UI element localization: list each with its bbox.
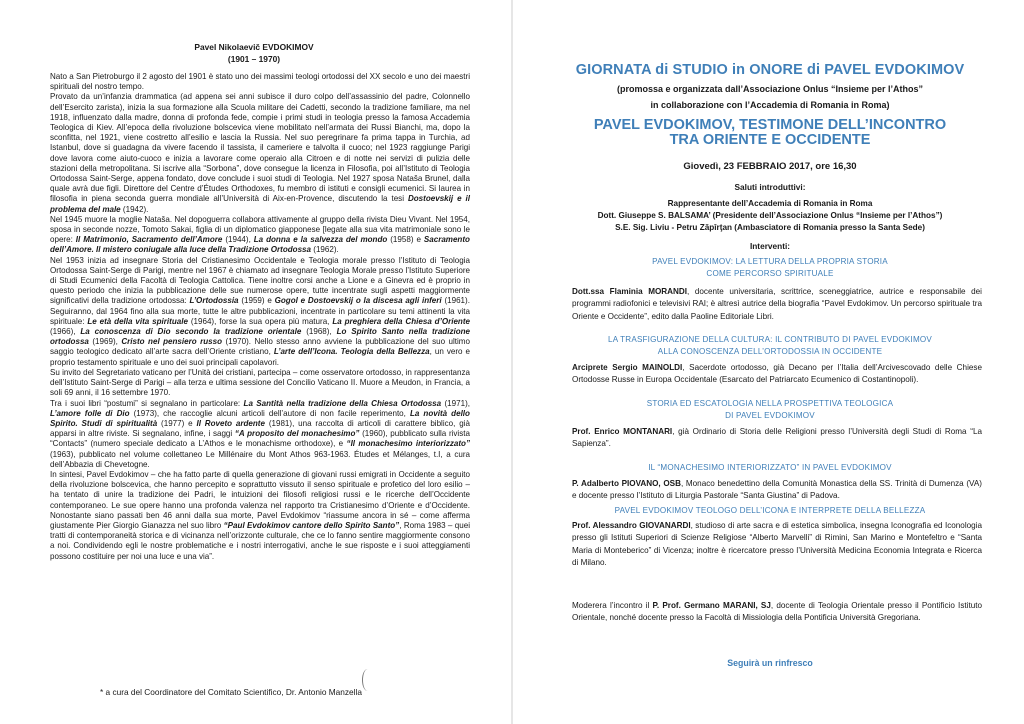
- biography-years: (1901 – 1970): [227, 54, 281, 64]
- page-fold: [511, 0, 513, 724]
- talk-3-speaker: Prof. Enrico MONTANARI, già Ordinario di Storia delle Religioni presso l’Università degli Studi di Roma “La Sapienza”.: [572, 427, 982, 449]
- refreshment-note: Seguirà un rinfresco: [727, 658, 813, 668]
- talk-3-title: [516, 398, 1024, 423]
- talk-1-title-line-1: PAVEL EVDOKIMOV: LA LETTURA DELLA PROPRIA STORIA: [652, 257, 888, 266]
- event-promoter: (promossa e organizzata dall’Associazione Onlus “Insieme per l’Athos”: [616, 84, 924, 94]
- greeting-president: Dott. Giuseppe S. BALSAMA’ (Presidente dell’Associazione Onlus “Insieme per l’Athos”): [597, 211, 943, 220]
- bio-paragraph-4: Nel 1953 inizia ad insegnare Storia del Cristianesimo Occidentale e Teologia morale presso l’Istituto di Teologia Ortodossa Saint-Serge di Parigi, mentre nel 1967 è chiamato ad insegnare Teologia Morale presso l’Istituto Superiore di Studi Ecumenici della Facoltà di Teologia Cattolica. Tiene inoltre corsi anche a Lione e a Ginevra ed è proprio in questo periodo che inizia la pubblicazione delle sue numerose opere, tutte incentrate sugli aspetti maggiormente significativi della tradizione ortodossa: L’Ortodossia (1959) e Gogol e Dostoevskij o la discesa agli inferi (1961). Seguiranno, dal 1964 fino alla sua morte, tutte le altre pubblicazioni, incentrate in particolare su temi attinenti la vita spirituale: Le età della vita spirituale (1964), forse la sua opera più matura, La preghiera della Chiesa d’Oriente (1966), La conoscenza di Dio secondo la tradizione orientale (1968), Lo Spirito Santo nella tradizione ortodossa (1969), Cristo nel pensiero russo (1970). Nello stesso anno avviene la pubblicazione del suo ultimo saggio teologico dedicato all’arte sacra dell’Oriente cristiano, L’arte dell’Icona. Teologia della Bellezza, un vero e proprio testamento spirituale e uno dei suoi principali capolavori.: [50, 255, 471, 367]
- biography-text: [50, 72, 470, 562]
- biography-name: Pavel Nikolaevič EVDOKIMOV: [194, 42, 314, 52]
- bio-paragraph-2: Provato da un’infanzia drammatica (ad appena sei anni subisce il duro colpo dell’assassinio del padre, Colonnello dell’Esercito zarista), inizia la sua formazione alla Scuola militare dei Cadetti, secondo la tradizione familiare, ma nel 1918, influenzato dalla madre, donna di profonda fede, compie i primi studi in teologia presso la famosa Accademia Teologica di Kiev. All’epoca della rivoluzione bolscevica viene mobilitato nell’armata dei Russi Bianchi, ma, dopo la sconfitta, nel 1921, viene costretto all’esilio e lascia la Russia. Nel suo peregrinare fa prima tappa in Turchia, ad Istanbul, dove si guadagna da vivere facendo il tassista, il cameriere e talvolta il cuoco; nel 1923 raggiunge Parigi dove lavora come aiuto-cuoco e inizia a lavorare come operaio alla Citroen e di notte nei servizi di pulizia delle stazioni della metropolitana. Si iscrive alla “Sorbona”, dove consegue la licenza in Filosofia, poi all’Istituto di Teologia Ortodossa Saint-Serge, appena fondato, dove conclude i suoi studi di Teologia. Nel 1927 sposa Nataša Brunel, dalla quale avrà due figli. Direttore del Centre d’Études Orthodoxes, fu membro di istituti e consigli ecumenici. Si laurea in filosofia in piena seconda guerra mondiale all’Università di Aix-en-Provence, discutendo la tesi Dostoevskij e il problema del male (1942).: [50, 92, 470, 214]
- talk-2-title: [516, 334, 1024, 359]
- talk-1-title: [516, 256, 1024, 281]
- bio-paragraph-1: Nato a San Pietroburgo il 2 agosto del 1901 è stato uno dei massimi teologi ortodossi del XX secolo e uno dei maestri spirituali del nostro tempo.: [50, 72, 470, 92]
- event-date: Giovedì, 23 FEBBRAIO 2017, ore 16,30: [683, 161, 857, 172]
- event-title: GIORNATA di STUDIO in ONORE di PAVEL EVDOKIMOV: [575, 62, 965, 78]
- greetings-heading: Saluti introduttivi:: [734, 182, 806, 192]
- bio-paragraph-7: In sintesi, Pavel Evdokimov – che ha fatto parte di quella generazione di giovani russi emigrati in Occidente a seguito della rivoluzione bolscevica, che hanno percepito e soprattutto vissuto il senso spirituale e profetico del loro esilio – ha tentato di unire la tradizione dei Padri, le intuizioni dei filosofi religiosi russi e le ricerche dell’Occidente contemporaneo. Le sue opere hanno una profonda valenza nel rapporto tra Cristianesimo d’Oriente e d’Occidente. Nonostante siano passati ben 46 anni dalla sua morte, Pavel Evdokimov “riassume ancora in sé – come afferma giustamente Pier Giorgio Gianazza nel suo libro “Paul Evdokimov cantore dello Spirito Santo”, Roma 1983 – quei tratti di contemporaneità storica e di vicinanza nell’orizzonte culturale, che ce lo fanno sentire maggiormente consono a noi. Condividendo egli le nostre problematiche e i nostri interrogativi, anche le sue risposte e i suoi atteggiamenti possono costituire per noi una luce e una via”.: [50, 469, 471, 561]
- left-page: [0, 0, 508, 724]
- greeting-academy: Rappresentante dell’Accademia di Romania in Roma: [667, 199, 873, 208]
- event-collaboration: in collaborazione con l’Accademia di Romania in Roma): [650, 100, 890, 110]
- greetings-list: [516, 198, 1024, 234]
- talk-3-title-line-1: STORIA ED ESCATOLOGIA NELLA PROSPETTIVA TEOLOGICA: [646, 399, 894, 408]
- pencil-mark: [362, 669, 373, 691]
- main-title-line-2: TRA ORIENTE E OCCIDENTE: [669, 132, 871, 148]
- bio-paragraph-5: Su invito del Segretariato vaticano per l’Unità dei cristiani, partecipa – come osservatore ortodosso, in rappresentanza dell’Istituto Saint-Serge di Parigi – alla terza e ultima sessione del Concilio Vaticano II. Muore a Meudon, in Francia, a soli 69 anni, il 16 settembre 1970.: [50, 367, 471, 398]
- talk-2-title-line-2: ALLA CONOSCENZA DELL’ORTODOSSIA IN OCCIDENTE: [657, 347, 883, 357]
- event-main-title: [516, 118, 1024, 148]
- talk-5-speaker: Prof. Alessandro GIOVANARDI, studioso di arte sacra e di estetica simbolica, insegna Iconografia ed Iconologia presso gli Istituti Superiori di Scienze Religiose “Alberto Marvelli” di Rimini, San Marino e Montefeltro e “Santa Maria di Monteberico” di Vicenza; inoltre è ricercatore presso l’Università Medicina Economia Integrata e Ricerca di Milano.: [572, 521, 982, 568]
- greeting-ambassador: S.E. Sig. Liviu - Petru Zăpîrţan (Ambasciatore di Romania presso la Santa Sede): [615, 223, 925, 232]
- right-page: [516, 0, 1024, 724]
- talk-4-speaker: P. Adalberto PIOVANO, OSB, Monaco benedettino della Comunità Monastica della SS. Trinità di Dumenza (VA) e docente presso l’Istituto di Liturgia Pastorale “Santa Giustina” di Padova.: [572, 479, 982, 501]
- talk-1-title-line-2: COME PERCORSO SPIRITUALE: [706, 269, 834, 279]
- talks-heading: Interventi:: [749, 241, 791, 251]
- talk-3-title-line-2: DI PAVEL EVDOKIMOV: [725, 411, 815, 421]
- bio-paragraph-3: Nel 1945 muore la moglie Nataša. Nel dopoguerra collabora attivamente al gruppo della rivista Dieu Vivant. Nel 1954, sposa in seconde nozze, Tomoto Sakai, figlia di un diplomatico giapponese [legate alla sua vita matrimoniale sono le opere: Il Matrimonio, Sacramento dell’Amore (1944), La donna e la salvezza del mondo (1958) e Sacramento dell’Amore. Il mistero coniugale alla luce della Tradizione Ortodossa (1962).: [50, 214, 470, 255]
- talk-2-title-line-1: LA TRASFIGURAZIONE DELLA CULTURA: IL CONTRIBUTO DI PAVEL EVDOKIMOV: [608, 335, 932, 344]
- talk-4-title: IL “MONACHESIMO INTERIORIZZATO” IN PAVEL EVDOKIMOV: [648, 463, 892, 472]
- footnote: * a cura del Coordinatore del Comitato Scientifico, Dr. Antonio Manzella: [100, 687, 362, 697]
- talk-5-title: PAVEL EVDOKIMOV TEOLOGO DELL’ICONA E INTERPRETE DELLA BELLEZZA: [614, 506, 926, 515]
- talk-2-speaker: Arciprete Sergio MAINOLDI, Sacerdote ortodosso, già Decano per l’Italia dell’Arcivescovado delle Chiese Ortodosse Russe in Europa Occidentale (Esarcato del Patriarcato Ecumenico di Costantinopoli).: [572, 363, 982, 385]
- main-title-line-1: PAVEL EVDOKIMOV, TESTIMONE DELL’INCONTRO: [593, 117, 947, 133]
- moderator: Moderera l’incontro il P. Prof. Germano MARANI, SJ, docente di Teologia Orientale presso il Pontificio Istituto Orientale, nonché docente presso la Facoltà di Missiologia della Pontificia Università Gregoriana.: [572, 601, 982, 623]
- bio-paragraph-6: Tra i suoi libri “postumi” si segnalano in particolare: La Santità nella tradizione della Chiesa Ortodossa (1971), L’amore folle di Dio (1973), che raccoglie alcuni articoli dell’autore di non facile reperimento, La novità dello Spirito. Studi di spiritualità (1977) e Il Roveto ardente (1981), una raccolta di articoli di carattere biblico, già apparsi in altre riviste. Si segnalano, infine, i saggi “A proposito del monachesimo” (1960), pubblicato sulla rivista “Contacts” (numero speciale dedicato a L’Athos e le monachisme orthodoxe), e “Il monachesimo interiorizzato” (1963), pubblicato nel volume collettaneo Le Millénaire du Mont Athos 963-1963. Études et Mélanges, t.I, a cura dell’Abbazia di Chevetogne.: [50, 398, 470, 469]
- talk-1-speaker: Dott.ssa Flaminia MORANDI, docente universitaria, scrittrice, sceneggiatrice, autrice e responsabile dei programmi radiofonici e televisivi RAI; è altresì autrice della biografia “Pavel Evdokimov. Un percorso spirituale tra Oriente e Occidente”, edito dalla Paoline Editoriale Libri.: [572, 287, 982, 321]
